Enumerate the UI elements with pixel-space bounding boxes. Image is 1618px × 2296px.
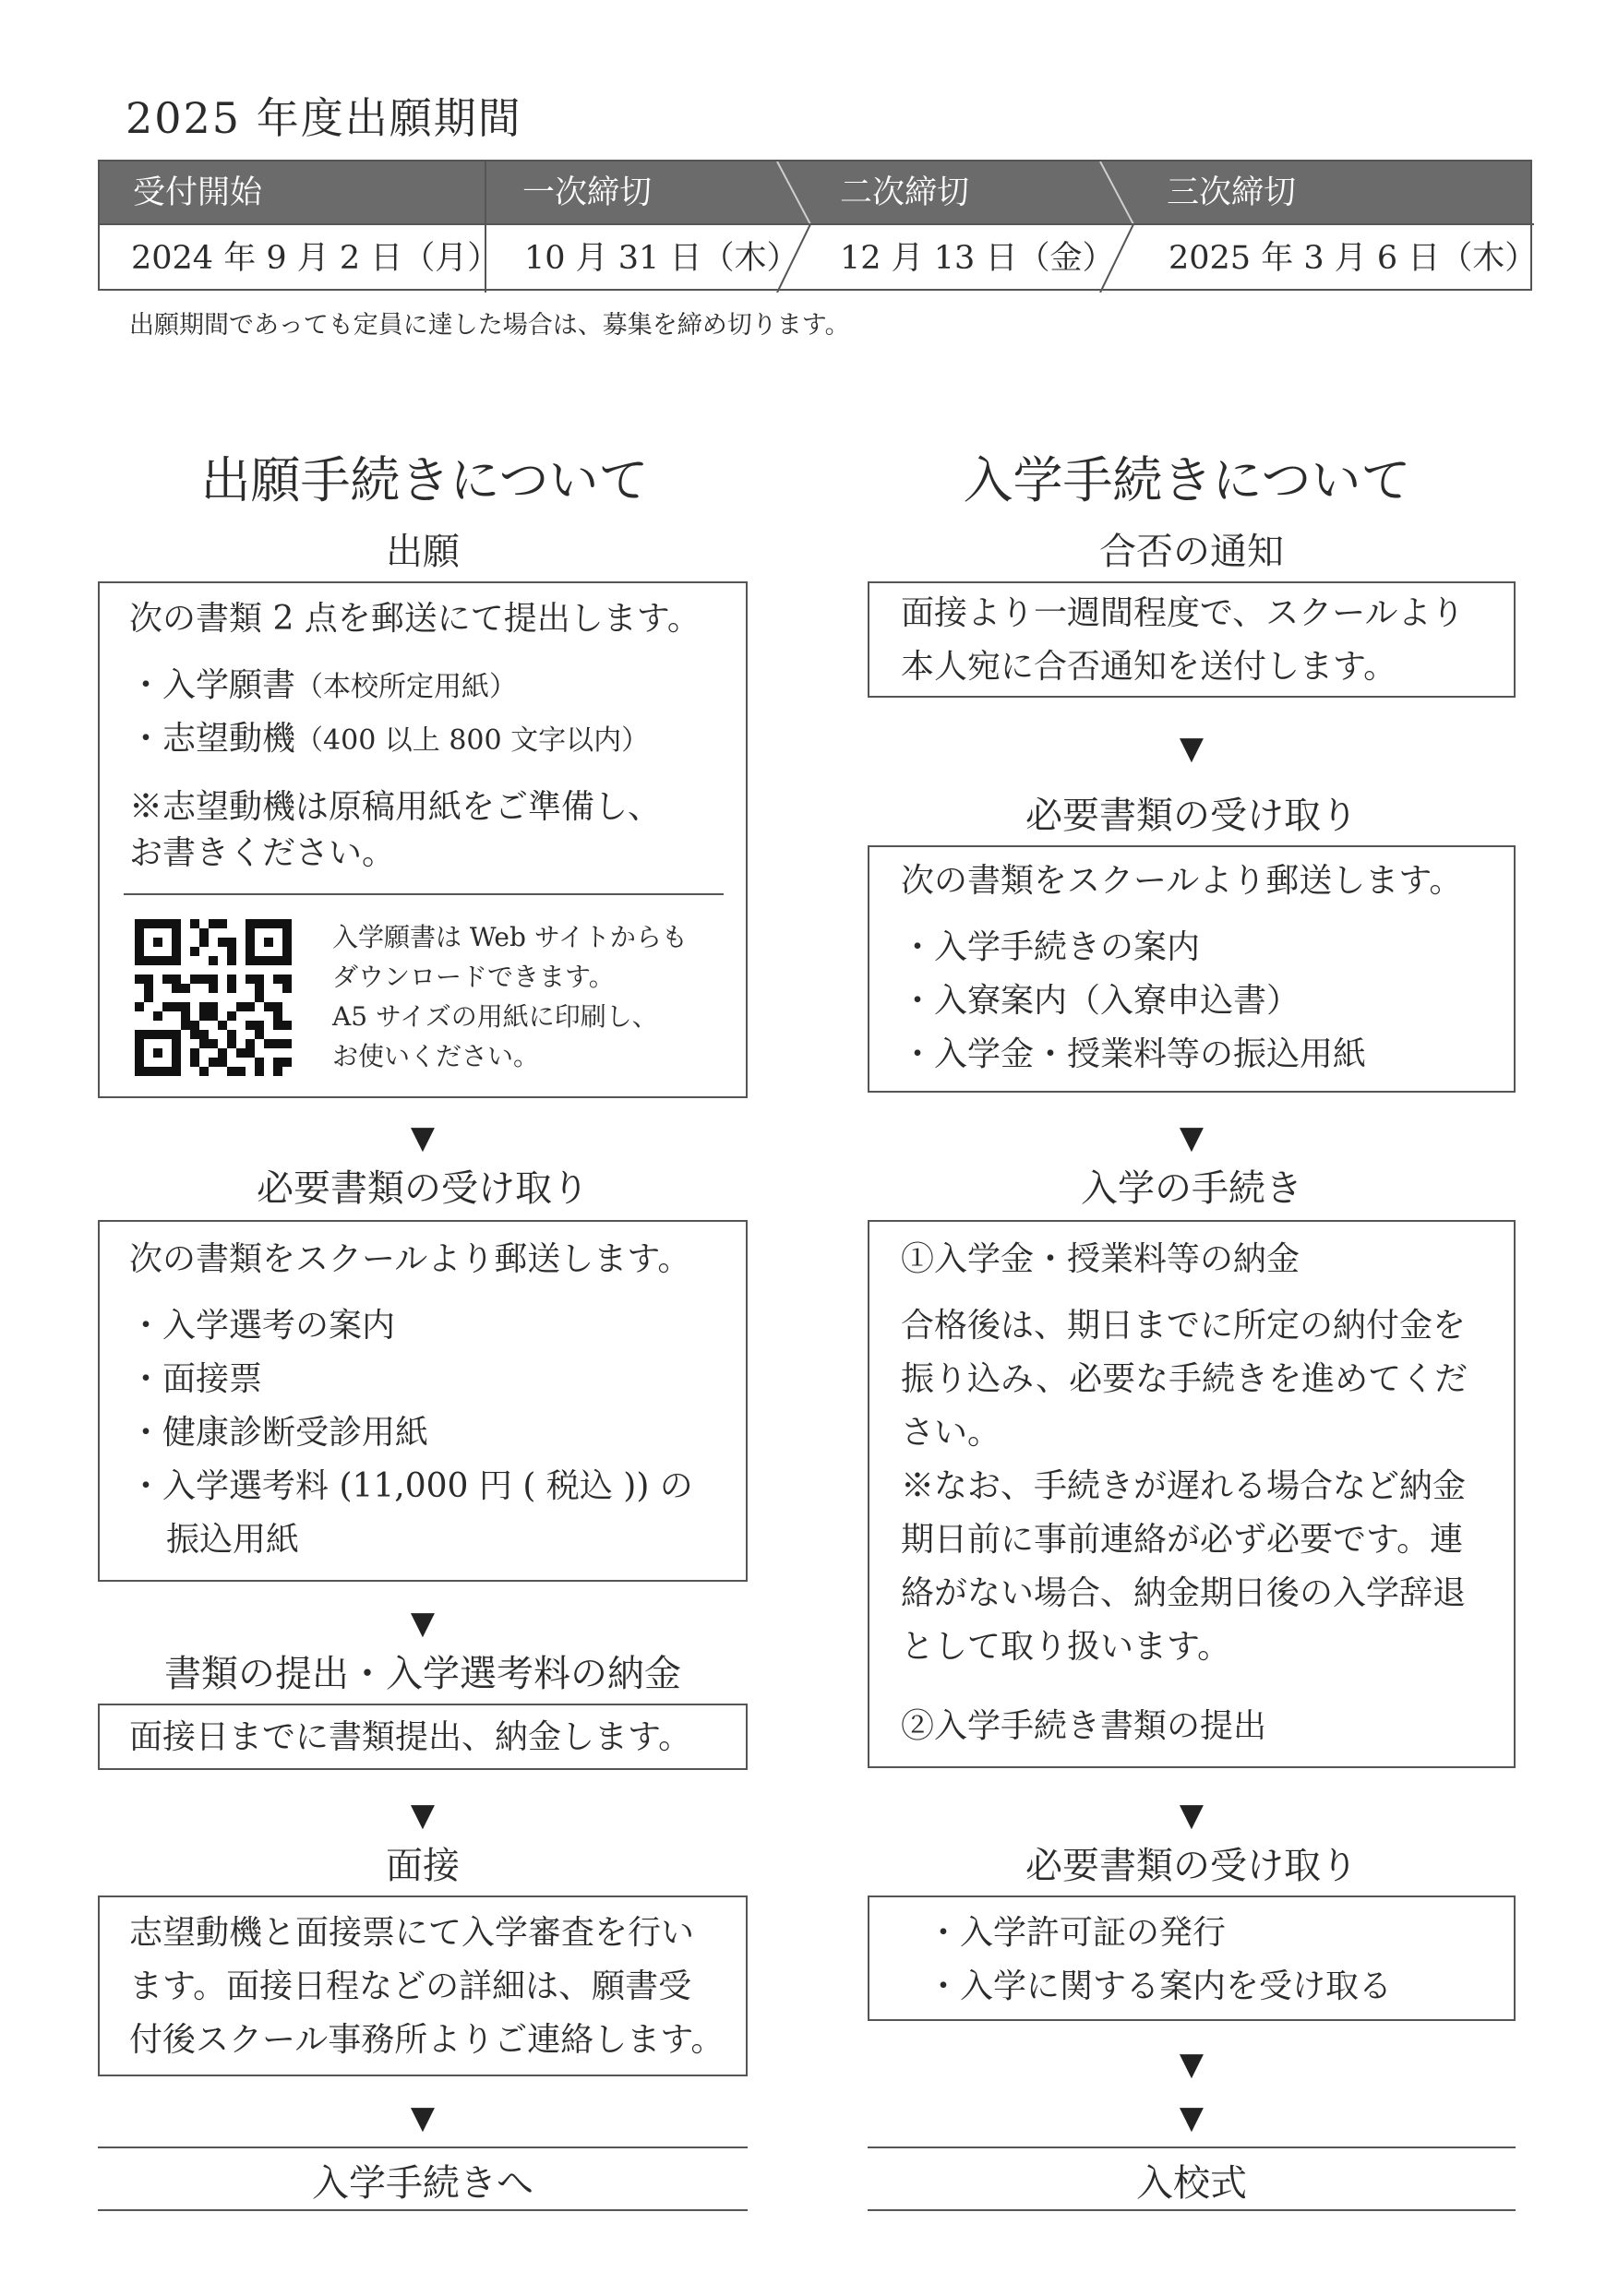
right-step3-line6: 絡がない場合、納金期日後の入学辞退 [901, 1574, 1467, 1612]
left-step1-intro: 次の書類 2 点を郵送にて提出します。 [129, 600, 701, 638]
period-value-first: 10 月 31 日（木） [524, 240, 799, 277]
right-step3-sub2: ②入学手続き書類の提出 [901, 1707, 1267, 1745]
left-section-title: 出願手続きについて [200, 451, 649, 509]
left-step3-text: 面接日までに書類提出、納金します。 [129, 1718, 692, 1756]
right-step4-box [868, 1895, 1516, 2021]
application-period-table [98, 160, 1538, 291]
left-step4-box [98, 1895, 748, 2076]
page-title: 2025 年度出願期間 [126, 93, 522, 143]
left-step3-title: 書類の提出・入学選考料の納金 [164, 1653, 681, 1695]
right-step2-item2: ・入寮案内（入寮申込書） [901, 982, 1300, 1020]
right-end-title: 入校式 [1136, 2162, 1247, 2205]
down-arrow-icon: ▼ [1179, 1119, 1205, 1156]
period-header-third: 三次締切 [1167, 174, 1297, 211]
right-step3-box [868, 1220, 1516, 1768]
qr-text-2: ダウンロードできます。 [332, 962, 615, 992]
right-step3-title: 入学の手続き [1081, 1167, 1302, 1210]
down-arrow-icon: ▼ [1179, 2046, 1205, 2083]
right-step2-item1: ・入学手続きの案内 [901, 928, 1201, 966]
down-arrow-icon: ▼ [1179, 730, 1205, 767]
down-arrow-icon: ▼ [410, 1119, 436, 1156]
left-step4-line1: 志望動機と面接票にて入学審査を行い [129, 1914, 695, 1952]
left-step1-item1 [129, 659, 517, 714]
left-step3-box [98, 1704, 748, 1770]
right-step3-line7: として取り扱います。 [901, 1628, 1231, 1666]
left-step4-title: 面接 [386, 1845, 460, 1887]
left-step4-line2: ます。面接日程などの詳細は、願書受 [129, 1967, 692, 2005]
left-step1-title: 出願 [386, 531, 460, 573]
left-step1-remark2: お書きください。 [129, 834, 396, 872]
left-end-title: 入学手続きへ [312, 2162, 533, 2205]
period-value-third: 2025 年 3 月 6 日（木） [1169, 240, 1538, 277]
right-step1-box [868, 581, 1516, 698]
right-step1-line1: 面接より一週間程度で、スクールより [901, 594, 1465, 632]
left-step2-item3: ・健康診断受診用紙 [129, 1414, 429, 1452]
left-step1-remark1: ※志望動機は原稿用紙をご準備し、 [129, 788, 662, 826]
period-header-start: 受付開始 [133, 174, 263, 211]
left-step4-line3: 付後スクール事務所よりご連絡します。 [129, 2021, 725, 2059]
period-header-second: 二次締切 [840, 174, 970, 211]
right-step1-title: 合否の通知 [1099, 531, 1284, 573]
right-step3-line2: 振り込み、必要な手続きを進めてくだ [901, 1360, 1468, 1398]
right-step2-title: 必要書類の受け取り [1025, 795, 1358, 837]
period-value-start: 2024 年 9 月 2 日（月） [131, 240, 500, 277]
left-step2-item4: ・入学選考料 (11,000 円 ( 税込 )) の [129, 1467, 693, 1505]
divider [98, 2147, 748, 2148]
divider [868, 2147, 1516, 2148]
right-step3-line5: 期日前に事前連絡が必ず必要です。連 [901, 1521, 1464, 1559]
left-step2-intro: 次の書類をスクールより郵送します。 [129, 1240, 691, 1278]
right-section-title: 入学手続きについて [963, 451, 1411, 509]
right-step1-line2: 本人宛に合否通知を送付します。 [901, 648, 1397, 686]
qr-code-icon[interactable] [135, 919, 292, 1076]
period-note: 出願期間であっても定員に達した場合は、募集を締め切ります。 [129, 311, 850, 340]
down-arrow-icon: ▼ [1179, 2099, 1205, 2136]
left-step2-item2: ・面接票 [129, 1360, 263, 1398]
item-note: （400 以上 800 文字以内） [295, 724, 650, 757]
item-text: ・志望動機 [129, 720, 296, 758]
divider [124, 893, 724, 895]
right-step4-item1: ・入学許可証の発行 [927, 1914, 1227, 1952]
divider [868, 2209, 1516, 2211]
right-step3-line3: さい。 [901, 1414, 1001, 1452]
left-step2-title: 必要書類の受け取り [257, 1167, 589, 1210]
right-step4-title: 必要書類の受け取り [1025, 1845, 1358, 1887]
period-value-second: 12 月 13 日（金） [840, 240, 1115, 277]
right-step3-line1: 合格後は、期日までに所定の納付金を [901, 1307, 1467, 1345]
left-step2-item1: ・入学選考の案内 [129, 1307, 396, 1345]
down-arrow-icon: ▼ [410, 2099, 436, 2136]
left-step1-item2 [129, 712, 649, 768]
right-step2-box [868, 845, 1516, 1093]
divider [98, 2209, 748, 2211]
left-step1-box [98, 581, 748, 1098]
item-note: （本校所定用紙） [295, 671, 518, 703]
qr-text-4: お使いください。 [332, 1041, 540, 1071]
left-step2-item4-cont: 振込用紙 [166, 1521, 300, 1559]
qr-text-3: A5 サイズの用紙に印刷し、 [332, 1001, 658, 1032]
down-arrow-icon: ▼ [1179, 1797, 1205, 1834]
right-step2-item3: ・入学金・授業料等の振込用紙 [901, 1035, 1367, 1073]
left-step2-box [98, 1220, 748, 1582]
qr-text-1: 入学願書は Web サイトからも [332, 922, 688, 952]
item-text: ・入学願書 [129, 666, 296, 704]
period-header-first: 一次締切 [522, 174, 653, 211]
right-step3-sub1: ①入学金・授業料等の納金 [901, 1240, 1300, 1278]
right-step4-item2: ・入学に関する案内を受け取る [927, 1967, 1393, 2005]
down-arrow-icon: ▼ [410, 1605, 436, 1642]
right-step2-intro: 次の書類をスクールより郵送します。 [901, 862, 1463, 900]
down-arrow-icon: ▼ [410, 1797, 436, 1834]
right-step3-line4: ※なお、手続きが遅れる場合など納金 [901, 1467, 1467, 1505]
